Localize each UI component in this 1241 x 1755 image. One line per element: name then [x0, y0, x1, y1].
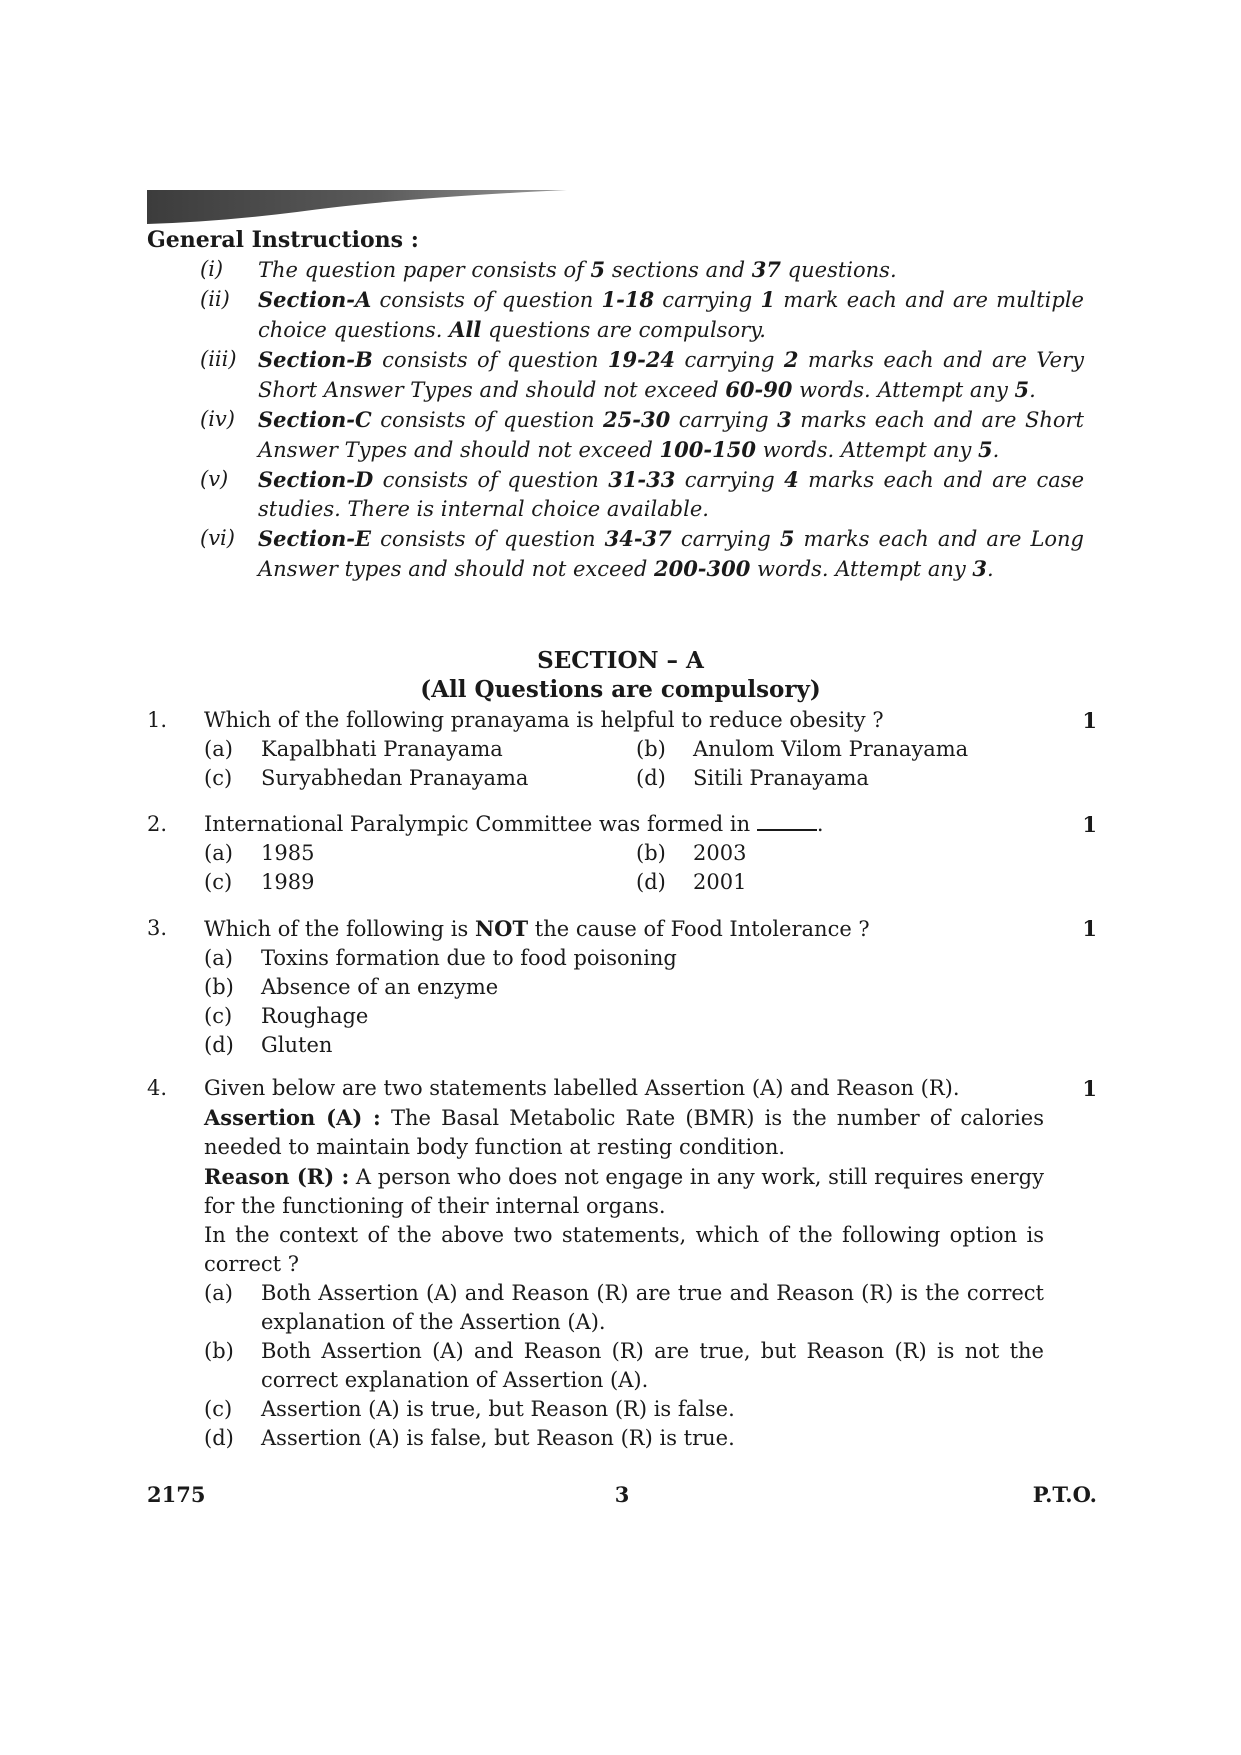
question-number: 3.: [147, 916, 168, 940]
question-text-wrap: [204, 914, 1057, 944]
option-label: (d): [204, 1033, 234, 1057]
option-label: (b): [204, 975, 234, 999]
instruction-item: [200, 465, 1087, 524]
please-turn-over: P.T.O.: [1032, 1482, 1097, 1507]
question-marks: 1: [1082, 812, 1097, 837]
option-label: (b): [636, 841, 666, 865]
question-number: 4.: [147, 1076, 168, 1100]
question-text: Given below are two statements labelled Assertion (A) and Reason (R).: [204, 1076, 960, 1100]
option-c: [204, 1395, 1044, 1424]
question-text: International Paralympic Committee was formed in: [204, 812, 751, 836]
question-marks: 1: [1082, 708, 1097, 733]
option-text: 1985: [261, 841, 315, 865]
option-a: [204, 839, 636, 868]
section-title: SECTION – A: [537, 647, 704, 674]
option-c: [204, 868, 636, 897]
options-grid: [204, 735, 1097, 793]
option-d: [636, 764, 1068, 793]
general-instructions: [147, 226, 1087, 584]
instruction-number: (i): [200, 257, 224, 281]
option-d: [204, 1031, 1044, 1060]
instruction-text: Section-B consists of question 19-24 carrying 2 marks each and are Very Short Answer Types and should not exceed 60-90 words. Attempt any 5.: [258, 347, 1084, 402]
option-label: (c): [204, 1397, 233, 1421]
option-label: (d): [636, 766, 666, 790]
instruction-item: [200, 255, 1087, 285]
option-label: (c): [204, 1004, 233, 1028]
question-marks: 1: [1082, 1076, 1097, 1101]
option-d: [204, 1424, 1044, 1453]
option-text: Toxins formation due to food poisoning: [261, 946, 677, 970]
option-text: Suryabhedan Pranayama: [261, 766, 529, 790]
instruction-number: (v): [200, 467, 229, 491]
option-text: Assertion (A) is true, but Reason (R) is false.: [261, 1397, 735, 1421]
option-b: [636, 735, 1068, 764]
option-text: Absence of an enzyme: [261, 975, 499, 999]
assertion-block: [204, 1103, 1044, 1162]
option-label: (a): [204, 946, 233, 970]
question-text-rest: the cause of Food Intolerance ?: [534, 917, 870, 941]
option-label: (d): [636, 870, 666, 894]
question-marks: 1: [1082, 916, 1097, 941]
paper-code: 2175: [147, 1482, 206, 1507]
option-label: (b): [636, 737, 666, 761]
option-text: Anulom Vilom Pranayama: [693, 737, 969, 761]
question-2: [147, 810, 1097, 897]
reason-label: Reason (R) :: [204, 1164, 350, 1189]
option-c: [204, 764, 636, 793]
option-a: [204, 944, 1044, 973]
header-decoration-bar: [147, 190, 567, 224]
option-c: [204, 1002, 1044, 1031]
option-a: [204, 735, 636, 764]
option-text: Both Assertion (A) and Reason (R) are true and Reason (R) is the correct explanation of the Assertion (A).: [261, 1281, 1044, 1334]
option-b: [636, 839, 1068, 868]
section-subtitle: (All Questions are compulsory): [420, 676, 821, 703]
instruction-number: (iv): [200, 407, 235, 431]
reason-text: A person who does not engage in any work, still requires energy for the functioning of their internal organs.: [204, 1165, 1044, 1218]
page-number: 3: [614, 1482, 630, 1507]
instruction-item: [200, 345, 1087, 405]
option-label: (b): [204, 1339, 234, 1363]
option-text: 2001: [693, 870, 747, 894]
instruction-number: (iii): [200, 347, 237, 371]
instruction-text: Section-E consists of question 34-37 carrying 5 marks each and are Long Answer types and should not exceed 200-300 words. Attempt any 3.: [258, 526, 1084, 581]
question-1: [147, 706, 1097, 793]
options-list: [204, 944, 1044, 1060]
question-text: Which of the following pranayama is helpful to reduce obesity ?: [204, 708, 884, 732]
instruction-item: [200, 405, 1087, 465]
instruction-text: Section-C consists of question 25-30 carrying 3 marks each and are Short Answer Types and should not exceed 100-150 words. Attempt any 5.: [258, 407, 1084, 462]
question-text-end: .: [816, 812, 824, 836]
option-text: Both Assertion (A) and Reason (R) are true, but Reason (R) is not the correct explanation of Assertion (A).: [261, 1339, 1044, 1392]
instruction-number: (ii): [200, 287, 230, 311]
options-grid: [204, 839, 1097, 897]
option-d: [636, 868, 1068, 897]
assertion-label: Assertion (A) :: [204, 1105, 381, 1130]
option-label: (c): [204, 766, 233, 790]
question-3: [147, 914, 1097, 1060]
option-text: Assertion (A) is false, but Reason (R) is true.: [261, 1426, 735, 1450]
instruction-text: Section-A consists of question 1-18 carrying 1 mark each and are multiple choice questions. All questions are compulsory.: [258, 287, 1084, 342]
question-number: 1.: [147, 708, 168, 732]
fill-in-blank: [757, 811, 817, 831]
question-text-emphasis: NOT: [474, 916, 529, 941]
instructions-title: General Instructions :: [147, 227, 419, 253]
option-text: Sitili Pranayama: [693, 766, 869, 790]
instruction-item: [200, 524, 1087, 584]
question-4: [147, 1074, 1097, 1453]
option-label: (a): [204, 1281, 233, 1305]
instruction-item: [200, 285, 1087, 345]
option-label: (a): [204, 737, 233, 761]
option-text: 2003: [693, 841, 747, 865]
page-footer: [147, 1480, 1097, 1510]
option-label: (a): [204, 841, 233, 865]
option-b: [204, 973, 1044, 1002]
option-label: (c): [204, 870, 233, 894]
instruction-text: The question paper consists of 5 sections and 37 questions.: [258, 257, 897, 282]
question-number: 2.: [147, 812, 168, 836]
question-text: Which of the following is: [204, 917, 469, 941]
option-a: [204, 1279, 1044, 1337]
assertion-text: The Basal Metabolic Rate (BMR) is the number of calories needed to maintain body function at resting condition.: [204, 1106, 1044, 1159]
options-list: [204, 1279, 1044, 1453]
option-label: (d): [204, 1426, 234, 1450]
reason-block: [204, 1162, 1044, 1221]
instruction-number: (vi): [200, 526, 235, 550]
option-text: Roughage: [261, 1004, 369, 1028]
instruction-text: Section-D consists of question 31-33 carrying 4 marks each and are case studies. There is internal choice available.: [258, 467, 1085, 521]
question-text-wrap: [204, 810, 1057, 839]
option-text: 1989: [261, 870, 315, 894]
option-text: Kapalbhati Pranayama: [261, 737, 503, 761]
option-text: Gluten: [261, 1033, 333, 1057]
option-b: [204, 1337, 1044, 1395]
question-context: In the context of the above two statements, which of the following option is correct ?: [204, 1223, 1044, 1276]
